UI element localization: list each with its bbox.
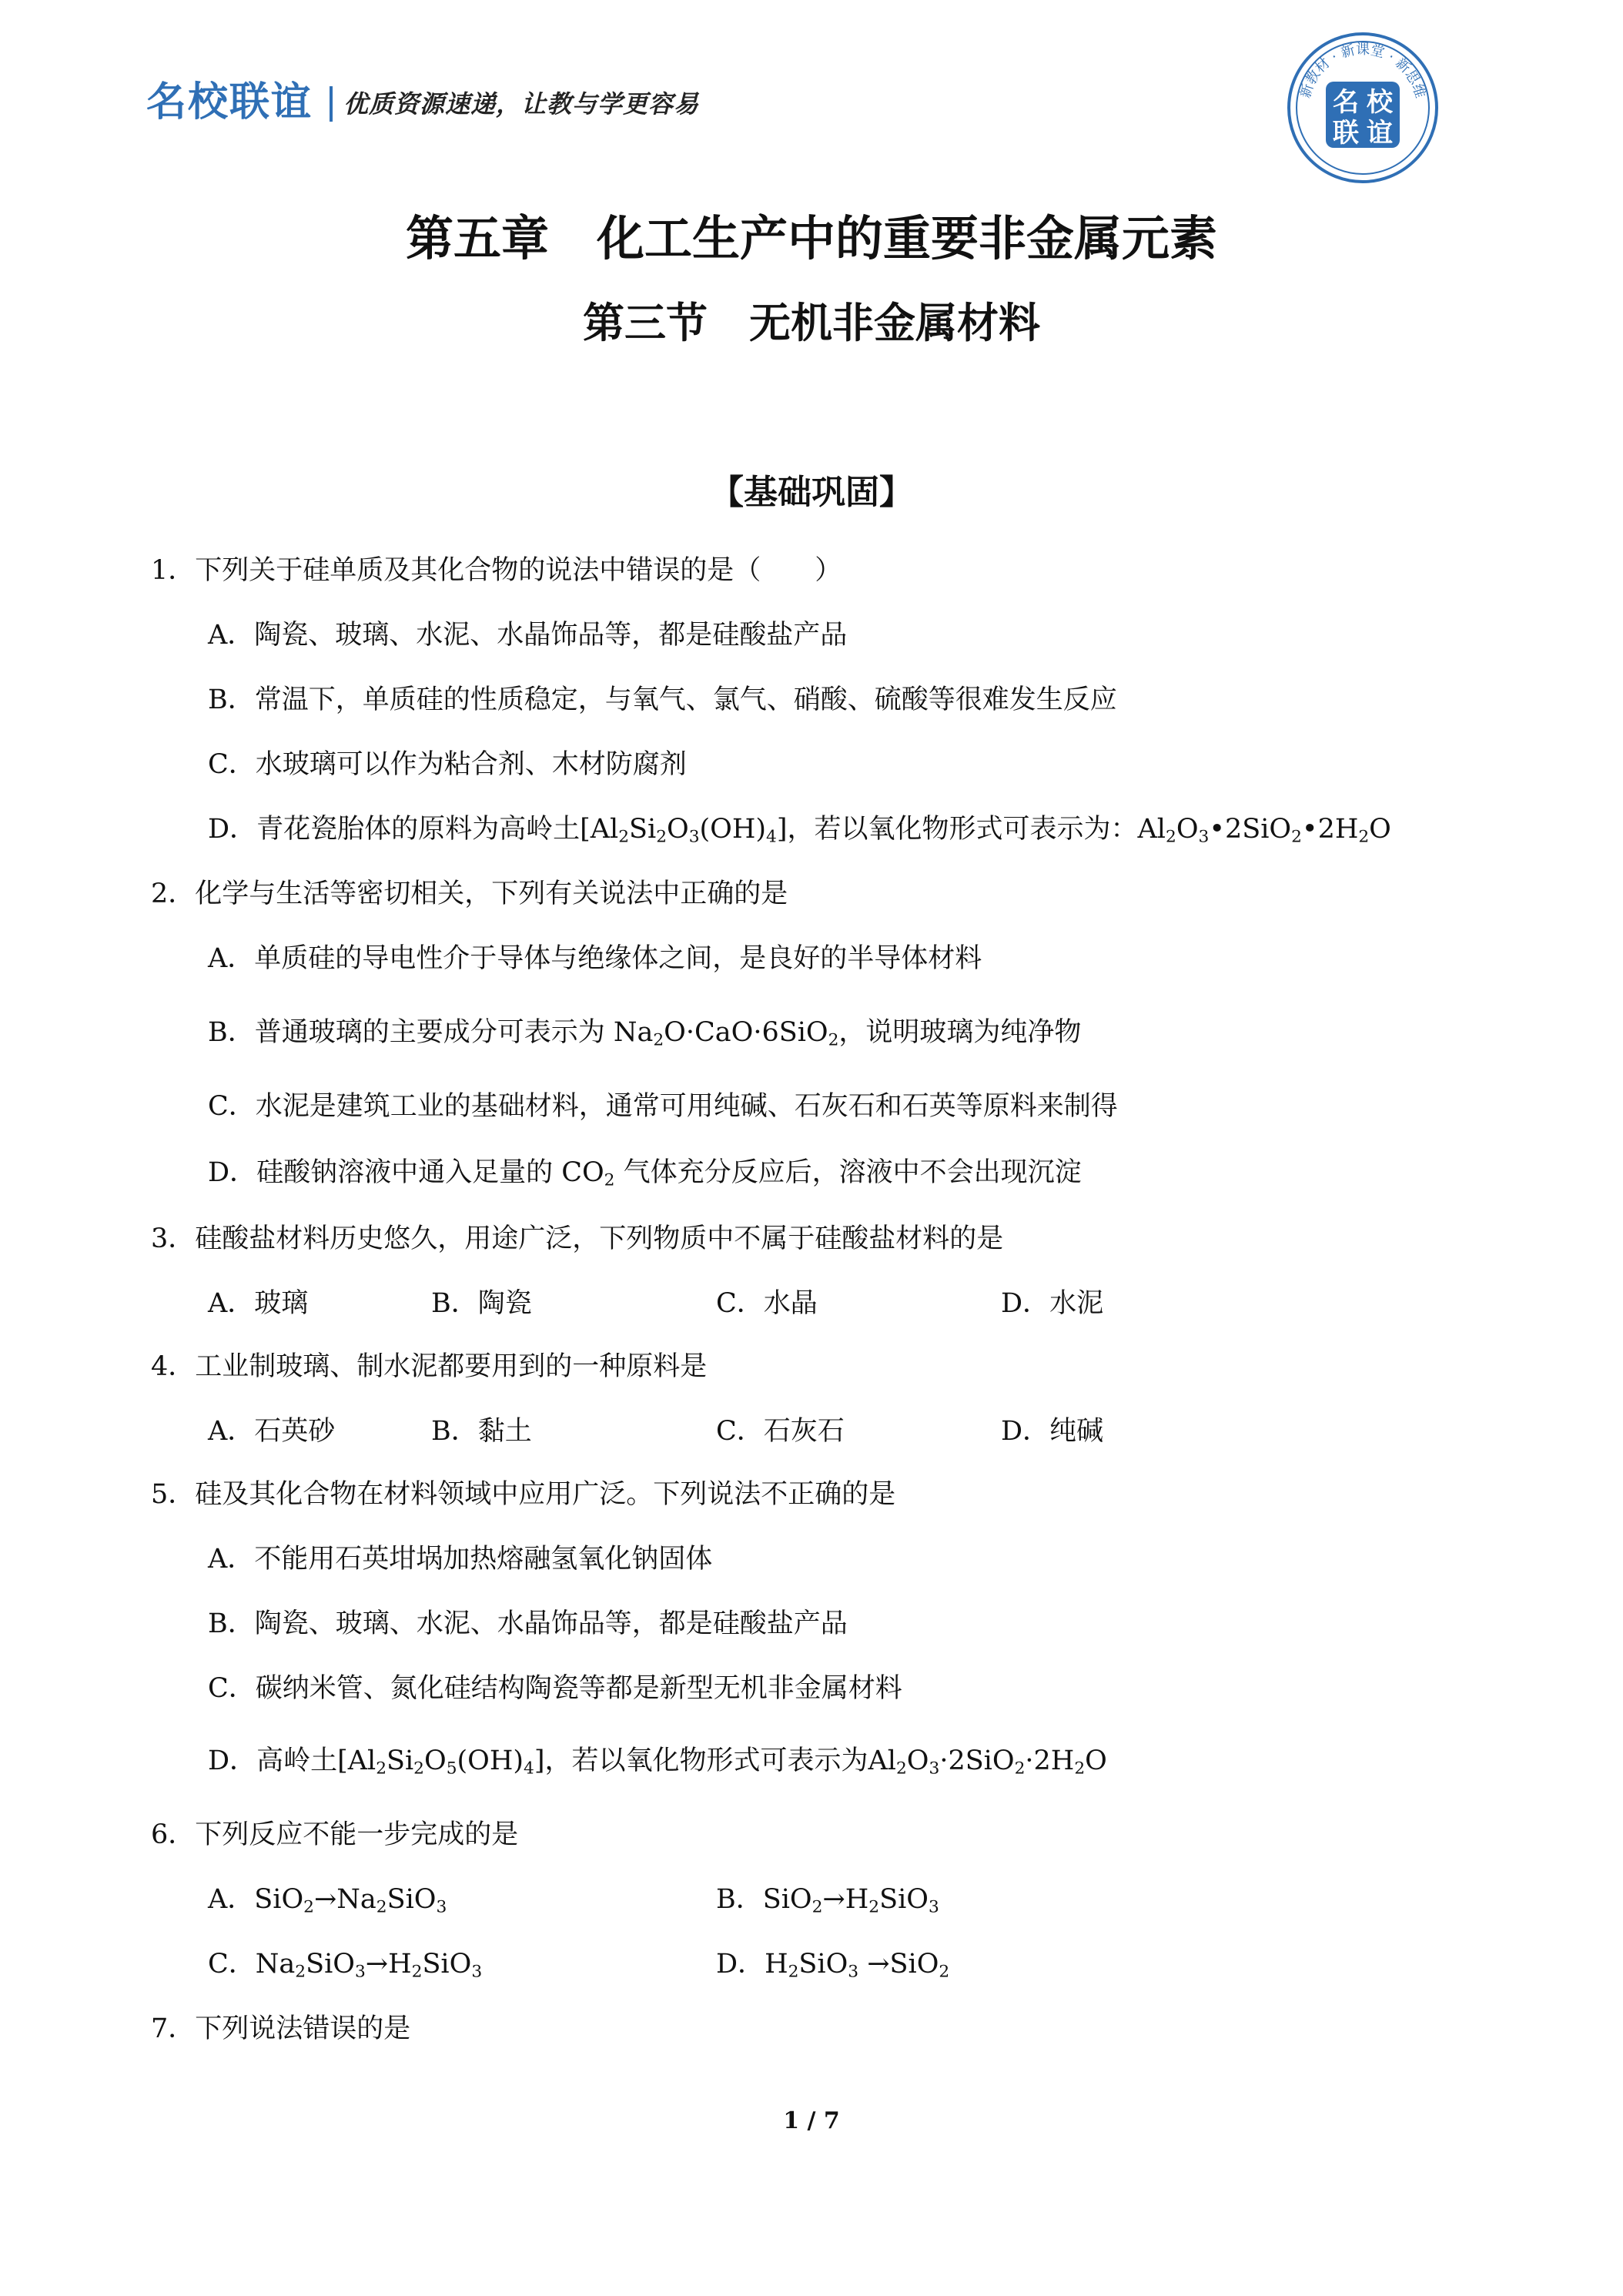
option-text: 水晶 [763,1288,818,1319]
page-number: 1 / 7 [783,2107,840,2134]
seal-char-3: 联 [1333,118,1359,149]
header-slogan: 优质资源速递，让教与学更容易 [343,89,700,119]
option-text: $Na_2SiO_3\to H_2SiO_3$ [255,1949,483,1982]
option-1d [208,812,1391,847]
option-label: A． [208,1884,255,1915]
option-text: 水泥 [1049,1288,1104,1319]
option-text: 陶瓷、玻璃、水泥、水晶饰品等，都是硅酸盐产品 [254,1608,848,1639]
question-4 [151,1349,707,1384]
option-label: C． [208,749,256,780]
header-divider [330,86,333,122]
option-text: 单质硅的导电性介于导体与绝缘体之间，是良好的半导体材料 [254,943,982,974]
option-text: 碳纳米管、氮化硅结构陶瓷等都是新型无机非金属材料 [255,1673,902,1704]
chapter-title: 第五章 化工生产中的重要非金属元素 [405,210,1217,266]
option-label: D． [716,1949,765,1980]
option-3c [716,1286,818,1321]
option-label: B． [208,684,255,715]
option-label: B． [431,1416,478,1447]
question-number: 4． [151,1351,196,1382]
option-text: 纯碱 [1049,1416,1104,1447]
brand-logo-text: 名校联谊 [146,79,313,126]
option-label: D． [1001,1416,1050,1447]
option-label: B． [431,1288,478,1319]
seal-logo-icon [1286,31,1440,185]
option-text: $SiO_2\to H_2SiO_3$ [762,1884,939,1917]
question-number: 1． [151,555,196,586]
option-text: 玻璃 [254,1288,309,1319]
question-number: 3． [151,1223,196,1254]
question-stem: 下列反应不能一步完成的是 [195,1819,519,1850]
option-4a [208,1414,335,1449]
option-label: C． [208,1949,256,1980]
option-text: 黏土 [477,1416,532,1447]
option-3a [208,1286,308,1321]
option-1c [208,747,687,782]
question-3 [151,1221,1003,1257]
option-2d [208,1155,1082,1190]
option-6b [716,1882,939,1917]
option-2b [208,1015,1081,1050]
option-5a [208,1541,712,1577]
option-text: $H_2SiO_3 \to SiO_2$ [765,1949,950,1982]
option-text: 陶瓷 [477,1288,532,1319]
option-text: 常温下，单质硅的性质稳定，与氧气、氯气、硝酸、硫酸等很难发生反应 [254,684,1117,715]
question-stem: 工业制玻璃、制水泥都要用到的一种原料是 [195,1351,708,1382]
section-title: 第三节 无机非金属材料 [583,299,1040,347]
option-label: C． [716,1416,764,1447]
option-label: A． [208,1288,255,1319]
question-number: 7． [151,2013,196,2044]
option-text: $SiO_2\to Na_2SiO_3$ [254,1884,447,1917]
option-4b [431,1414,532,1449]
option-label: C． [208,1091,256,1122]
question-stem: 下列关于硅单质及其化合物的说法中错误的是（ ） [195,555,842,586]
option-6c [208,1946,482,1982]
part-title: 【基础巩固】 [710,473,913,512]
option-label: D． [208,1745,257,1776]
option-text: 石英砂 [254,1416,336,1447]
question-5 [151,1477,895,1512]
option-label: C． [208,1673,256,1704]
option-text: 硅酸钠溶液中通入足量的 $CO_2$ 气体充分反应后，溶液中不会出现沉淀 [256,1157,1082,1190]
option-text: 高岭土$[Al_2Si_2O_5(OH)_4]$，若以氧化物形式可表示为$Al_2O_3\cdot 2SiO_2\cdot 2H_2O$ [256,1745,1107,1779]
option-text: 普通玻璃的主要成分可表示为 $Na_2O\cdot CaO\cdot 6SiO_2$，说明玻璃为纯净物 [254,1017,1082,1050]
option-label: A． [208,1544,255,1575]
option-3b [431,1286,532,1321]
option-text: 石灰石 [763,1416,845,1447]
question-stem: 下列说法错误的是 [195,2013,411,2044]
option-label: D． [208,1157,257,1188]
option-text: 水玻璃可以作为粘合剂、木材防腐剂 [255,749,687,780]
option-label: A． [208,1416,255,1447]
option-label: C． [716,1288,764,1319]
option-5b [208,1606,848,1642]
option-text: 陶瓷、玻璃、水泥、水晶饰品等，都是硅酸盐产品 [254,620,848,651]
option-label: D． [208,814,257,845]
question-number: 5． [151,1479,196,1510]
option-1a [208,618,847,653]
option-label: D． [1001,1288,1050,1319]
option-5d [208,1743,1107,1779]
option-text: 不能用石英坩埚加热熔融氢氧化钠固体 [254,1544,713,1575]
option-2c [208,1089,1118,1124]
option-6a [208,1882,447,1917]
option-6d [716,1946,949,1982]
option-4d [1001,1414,1103,1449]
question-1 [151,553,842,588]
option-1b [208,682,1117,718]
question-number: 6． [151,1819,196,1850]
question-stem: 化学与生活等密切相关，下列有关说法中正确的是 [195,879,788,909]
question-stem: 硅及其化合物在材料领域中应用广泛。下列说法不正确的是 [195,1479,896,1510]
question-7 [151,2011,410,2047]
option-text: 青花瓷胎体的原料为高岭土$[Al_2Si_2O_3(OH)_4]$，若以氧化物形式可表示为：$Al_2O_3•2SiO_2•2H_2O$ [256,814,1391,847]
question-stem: 硅酸盐材料历史悠久，用途广泛，下列物质中不属于硅酸盐材料的是 [195,1223,1004,1254]
option-label: B． [208,1608,255,1639]
seal-char-1: 名 [1333,87,1359,118]
question-2 [151,876,788,912]
question-6 [151,1817,518,1853]
seal-char-4: 谊 [1367,118,1393,149]
option-text: 水泥是建筑工业的基础材料，通常可用纯碱、石灰石和石英等原料来制得 [255,1091,1118,1122]
option-2a [208,941,982,976]
seal-char-2: 校 [1367,87,1393,118]
option-label: B． [716,1884,763,1915]
option-label: A． [208,943,255,974]
option-3d [1001,1286,1103,1321]
option-4c [716,1414,845,1449]
option-label: B． [208,1017,255,1048]
option-label: A． [208,620,255,651]
seal-ring-text: 新教材 · 新课堂 · 新思维 [1297,42,1428,100]
option-5c [208,1671,902,1706]
question-number: 2． [151,879,196,909]
